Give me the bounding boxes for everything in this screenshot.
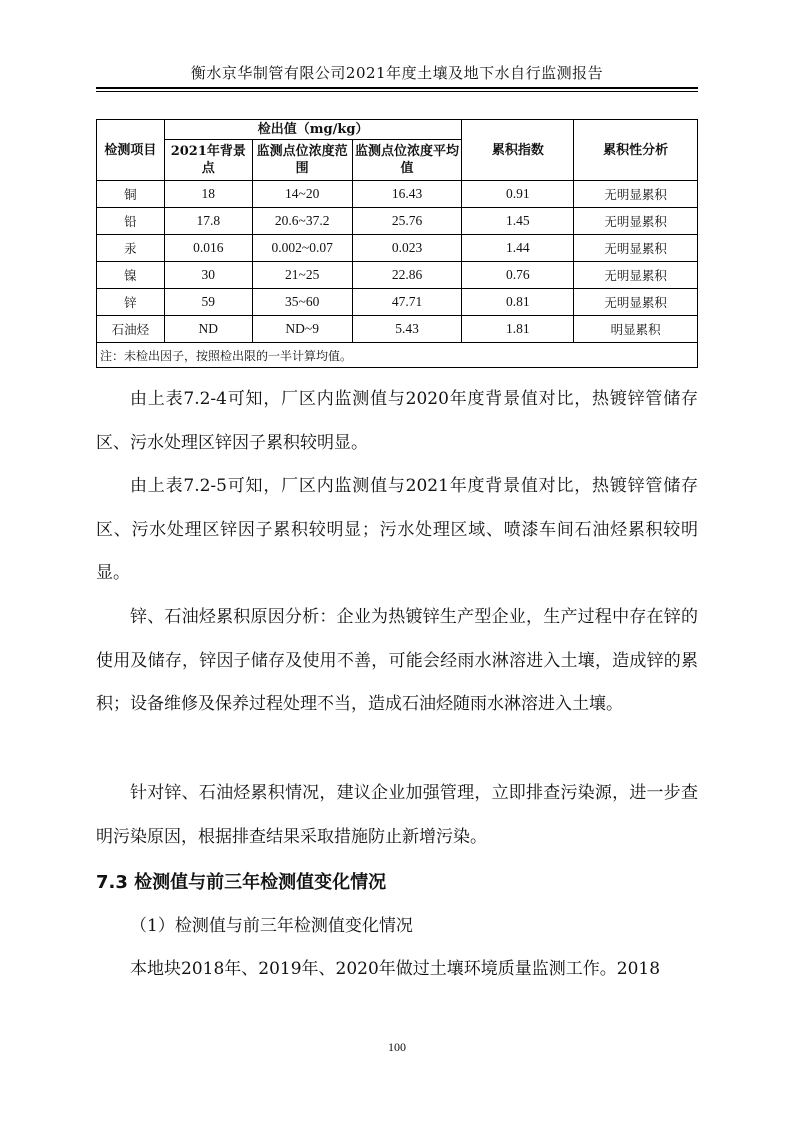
page-number: 100 [388, 1040, 406, 1054]
cell-index: 1.44 [462, 235, 574, 262]
table-row [97, 289, 698, 316]
cell-mean: 0.023 [352, 235, 462, 262]
header-rule-thick [96, 87, 698, 89]
cell-background: ND [164, 316, 252, 343]
cell-index: 0.76 [462, 262, 574, 289]
cell-background: 30 [164, 262, 252, 289]
cell-background: 59 [164, 289, 252, 316]
table-row [97, 316, 698, 343]
cell-item: 汞 [97, 235, 165, 262]
col-header-detect-group: 检出值（mg/kg） [164, 120, 462, 140]
cell-mean: 16.43 [352, 181, 462, 208]
cell-index: 0.91 [462, 181, 574, 208]
cell-index: 0.81 [462, 289, 574, 316]
cell-background: 18 [164, 181, 252, 208]
section-title: 7.3 检测值与前三年检测值变化情况 [96, 872, 387, 893]
cell-range: ND~9 [252, 316, 352, 343]
col-header-mean: 监测点位浓度平均值 [352, 140, 462, 181]
cell-analysis: 无明显累积 [574, 262, 698, 289]
cell-mean: 5.43 [352, 316, 462, 343]
cell-analysis: 无明显累积 [574, 289, 698, 316]
header-rule-thin [96, 91, 698, 92]
cell-analysis: 无明显累积 [574, 208, 698, 235]
cell-mean: 25.76 [352, 208, 462, 235]
col-header-analysis: 累积性分析 [574, 120, 698, 181]
paragraph-3: 锌、石油烃累积原因分析：企业为热镀锌生产型企业，生产过程中存在锌的使用及储存，锌因子储存及使用不善，可能会经雨水淋溶进入土壤，造成锌的累积；设备维修及保养过程处理不当，造成石油烃随雨水淋溶进入土壤。 [96, 607, 698, 714]
paragraph-4: 针对锌、石油烃累积情况，建议企业加强管理，立即排查污染源，进一步查明污染原因，根据排查结果采取措施防止新增污染。 [96, 783, 698, 847]
col-header-index: 累积指数 [462, 120, 574, 181]
cell-background: 17.8 [164, 208, 252, 235]
cell-item: 锌 [97, 289, 165, 316]
paragraph-5: 本地块2018年、2019年、2020年做过土壤环境质量监测工作。2018 [130, 959, 661, 979]
cell-item: 铜 [97, 181, 165, 208]
table-row [97, 262, 698, 289]
accumulation-table [96, 119, 698, 368]
cell-range: 35~60 [252, 289, 352, 316]
cell-index: 1.45 [462, 208, 574, 235]
cell-background: 0.016 [164, 235, 252, 262]
cell-analysis: 明显累积 [574, 316, 698, 343]
cell-analysis: 无明显累积 [574, 181, 698, 208]
paragraph-1: 由上表7.2-4可知，厂区内监测值与2020年度背景值对比，热镀锌管储存区、污水处理区锌因子累积较明显。 [96, 389, 698, 453]
cell-analysis: 无明显累积 [574, 235, 698, 262]
table-row [97, 208, 698, 235]
table-row [97, 181, 698, 208]
page-header: 衡水京华制管有限公司2021年度土壤及地下水自行监测报告 [190, 64, 604, 82]
cell-item: 镍 [97, 262, 165, 289]
cell-mean: 47.71 [352, 289, 462, 316]
col-header-item: 检测项目 [97, 120, 165, 181]
cell-item: 铅 [97, 208, 165, 235]
subsection-title: （1）检测值与前三年检测值变化情况 [130, 916, 413, 936]
cell-range: 14~20 [252, 181, 352, 208]
cell-range: 0.002~0.07 [252, 235, 352, 262]
cell-index: 1.81 [462, 316, 574, 343]
cell-range: 20.6~37.2 [252, 208, 352, 235]
cell-range: 21~25 [252, 262, 352, 289]
cell-mean: 22.86 [352, 262, 462, 289]
col-header-range: 监测点位浓度范围 [252, 140, 352, 181]
col-header-background: 2021年背景点 [164, 140, 252, 181]
cell-item: 石油烃 [97, 316, 165, 343]
table-note: 注：未检出因子，按照检出限的一半计算均值。 [97, 343, 698, 368]
paragraph-2: 由上表7.2-5可知，厂区内监测值与2021年度背景值对比，热镀锌管储存区、污水处理区锌因子累积较明显；污水处理区域、喷漆车间石油烃累积较明显。 [96, 476, 698, 583]
table-row [97, 235, 698, 262]
